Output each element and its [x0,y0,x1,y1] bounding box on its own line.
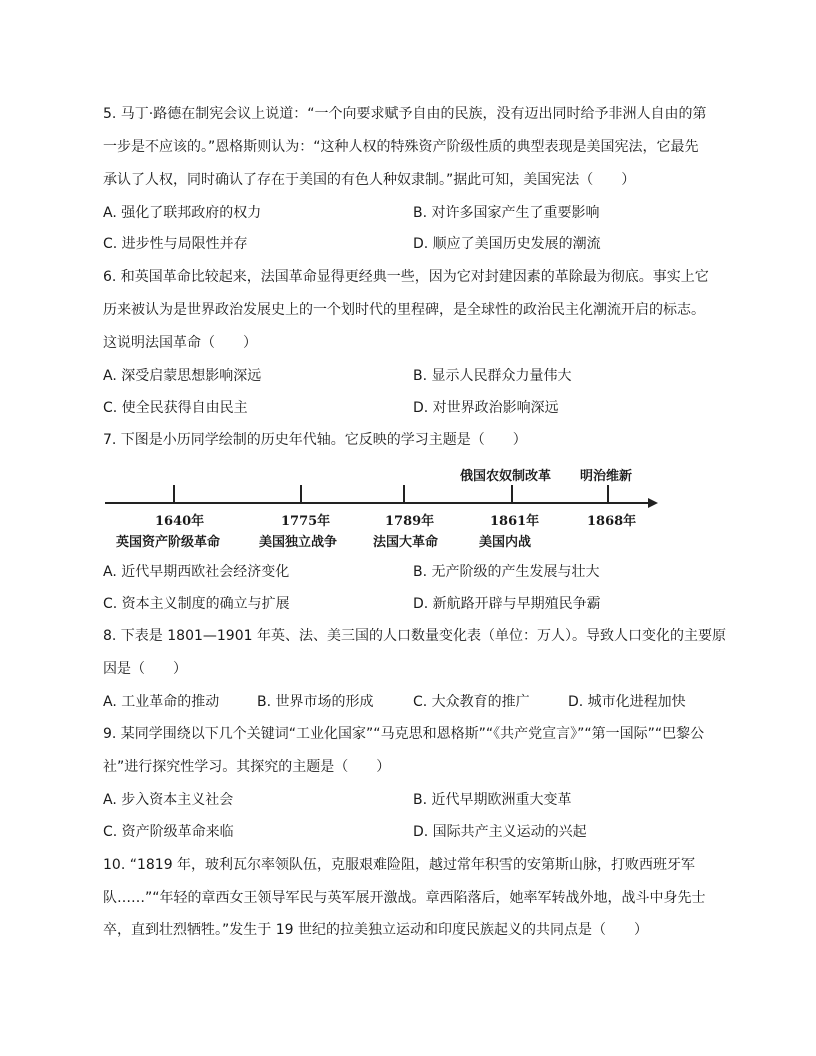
q9-line-1: 9. 某同学围绕以下几个关键词“工业化国家”“马克思和恩格斯”“《共产党宣言》”“第一国际”“巴黎公 [103,726,705,742]
q9-option-b: B. 近代早期欧洲重大变革 [413,792,572,808]
q7-option-a: A. 近代早期西欧社会经济变化 [103,564,290,580]
timeline-event-american-independence: 美国独立战争 [259,535,338,550]
q7-option-d: D. 新航路开辟与早期殖民争霸 [413,596,601,612]
timeline-label-russia-serf-reform: 俄国农奴制改革 [460,469,552,484]
q6-option-b: B. 显示人民群众力量伟大 [413,368,572,384]
q6-option-c: C. 使全民获得自由民主 [103,400,248,416]
q5-option-c: C. 进步性与局限性并存 [103,236,248,252]
timeline-year-1789: 1789年 [385,514,435,529]
q6-line-1: 6. 和英国革命比较起来，法国革命显得更经典一些，因为它对封建因素的革除最为彻底。事实上它 [103,269,709,285]
q7-line-1: 7. 下图是小历同学绘制的历史年代轴。它反映的学习主题是（ ） [103,432,527,448]
q7-option-b: B. 无产阶级的产生发展与壮大 [413,564,600,580]
q8-line-1: 8. 下表是 1801—1901 年英、法、美三国的人口数量变化表（单位：万人）。导致人口变化的主要原 [103,628,726,644]
q8-option-b: B. 世界市场的形成 [257,694,374,710]
q9-option-a: A. 步入资本主义社会 [103,792,234,808]
q5-option-d: D. 顺应了美国历史发展的潮流 [413,236,601,252]
q6-line-2: 历来被认为是世界政治发展史上的一个划时代的里程碑，是全球性的政治民主化潮流开启的标志。 [103,302,705,318]
q6-line-3: 这说明法国革命（ ） [103,335,257,351]
q5-option-b: B. 对许多国家产生了重要影响 [413,205,600,221]
q8-option-d: D. 城市化进程加快 [568,694,686,710]
timeline-arrowhead [648,498,658,508]
q10-line-1: 10. “1819 年，玻利瓦尔率领队伍，克服艰难险阻，越过常年积雪的安第斯山脉，打败西班牙军 [103,857,696,873]
q6-option-a: A. 深受启蒙思想影响深远 [103,368,262,384]
timeline-year-1640: 1640年 [155,514,205,529]
timeline-event-american-civil-war: 美国内战 [479,535,532,550]
timeline-event-english-revolution: 英国资产阶级革命 [116,535,221,550]
q5-line-1: 5. 马丁·路德在制宪会议上说道：“一个向要求赋予自由的民族，没有迈出同时给予非洲人自由的第 [103,106,707,122]
timeline-year-1775: 1775年 [281,514,331,529]
q6-option-d: D. 对世界政治影响深远 [413,400,559,416]
q9-line-2: 社”进行探究性学习。其探究的主题是（ ） [103,759,391,775]
q8-line-2: 因是（ ） [103,661,187,677]
timeline-event-french-revolution: 法国大革命 [373,535,439,550]
timeline-year-1868: 1868年 [587,514,637,529]
q9-option-d: D. 国际共产主义运动的兴起 [413,824,587,840]
q8-option-c: C. 大众教育的推广 [413,694,530,710]
q9-option-c: C. 资产阶级革命来临 [103,824,234,840]
q5-line-2: 一步是不应该的。”恩格斯则认为：“这种人权的特殊资产阶级性质的典型表现是美国宪法，它最先 [103,139,699,155]
q8-option-a: A. 工业革命的推动 [103,694,220,710]
q10-line-2: 队……”“年轻的章西女王领导军民与英军展开激战。章西陷落后，她率军转战外地，战斗中身先士 [103,890,706,906]
q5-line-3: 承认了人权，同时确认了存在于美国的有色人种奴隶制。”据此可知，美国宪法（ ） [103,172,636,188]
timeline-label-meiji-restoration: 明治维新 [580,469,633,484]
timeline-year-1861: 1861年 [490,514,540,529]
q10-line-3: 卒，直到壮烈牺牲。”发生于 19 世纪的拉美独立运动和印度民族起义的共同点是（ ） [103,922,648,938]
q5-option-a: A. 强化了联邦政府的权力 [103,205,262,221]
q7-option-c: C. 资本主义制度的确立与扩展 [103,596,290,612]
